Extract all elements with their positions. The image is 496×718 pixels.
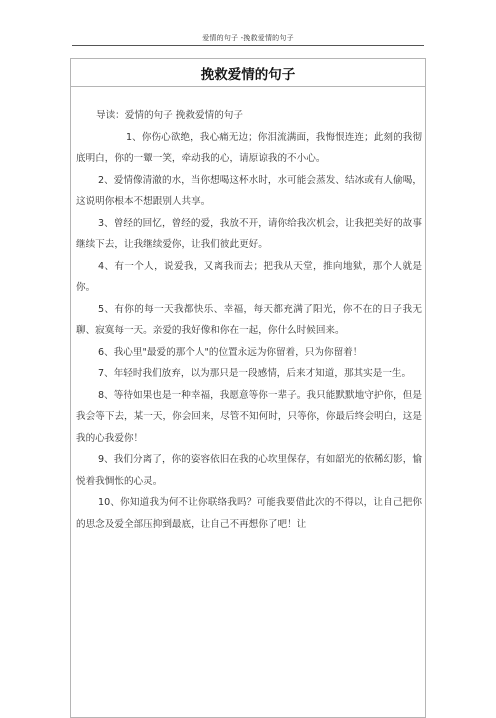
article-title: 挽救爱情的句子 <box>71 59 425 87</box>
article-frame <box>70 58 426 718</box>
paragraph: 7、年轻时我们放弃，以为那只是一段感情，后来才知道，那其实是一生。 <box>98 368 412 379</box>
paragraph: 6、我心里"最爱的那个人"的位置永远为你留着，只为你留着！ <box>98 346 363 358</box>
paragraph: 1、你伤心欲绝，我心痛无边；你泪流满面，我悔恨连连；此刻的我彻底明白，你的一颦一笑，牵动我的心，请原谅我的不小心。 <box>76 131 422 164</box>
paragraph: 2、爱情像清澈的水，当你想喝这杯水时，水可能会蒸发、结冰或有人偷喝，这说明你根本不想跟别人共享。 <box>76 174 422 207</box>
paragraph: 10、你知道我为何不让你联络我吗？可能我要借此次的不得以，让自己把你的思念及爱全部压抑到最底，让自己不再想你了吧！让 <box>76 497 422 530</box>
paragraph: 9、我们分离了，你的姿容依旧在我的心坎里保存，有如韶光的依稀幻影，愉悦着我惆怅的心灵。 <box>76 454 422 487</box>
lead-text: 导读：爱情的句子 挽救爱情的句子 <box>96 110 243 121</box>
paragraph: 4、有一个人，说爱我，又离我而去；把我从天堂，推向地狱，那个人就是你。 <box>76 260 422 293</box>
paragraph: 8、等待如果也是一种幸福，我愿意等你一辈子。我只能默默地守护你，但是我会等下去，某一天，你会回来，尽管不知何时，只等你，你最后终会明白，这是我的心我爱你！ <box>76 389 422 444</box>
paragraph: 5、有你的每一天我都快乐、幸福，每天都充满了阳光，你不在的日子我无聊、寂寞每一天。亲爱的我好像和你在一起，你什么时候回来。 <box>76 303 422 336</box>
paragraph: 3、曾经的回忆，曾经的爱，我放不开，请你给我次机会，让我把美好的故事继续下去，让我继续爱你，让我们彼此更好。 <box>76 217 422 250</box>
article-body <box>76 105 422 535</box>
header-divider <box>72 45 424 46</box>
running-header: 爱情的句子 -挽救爱情的句子 <box>202 34 294 42</box>
